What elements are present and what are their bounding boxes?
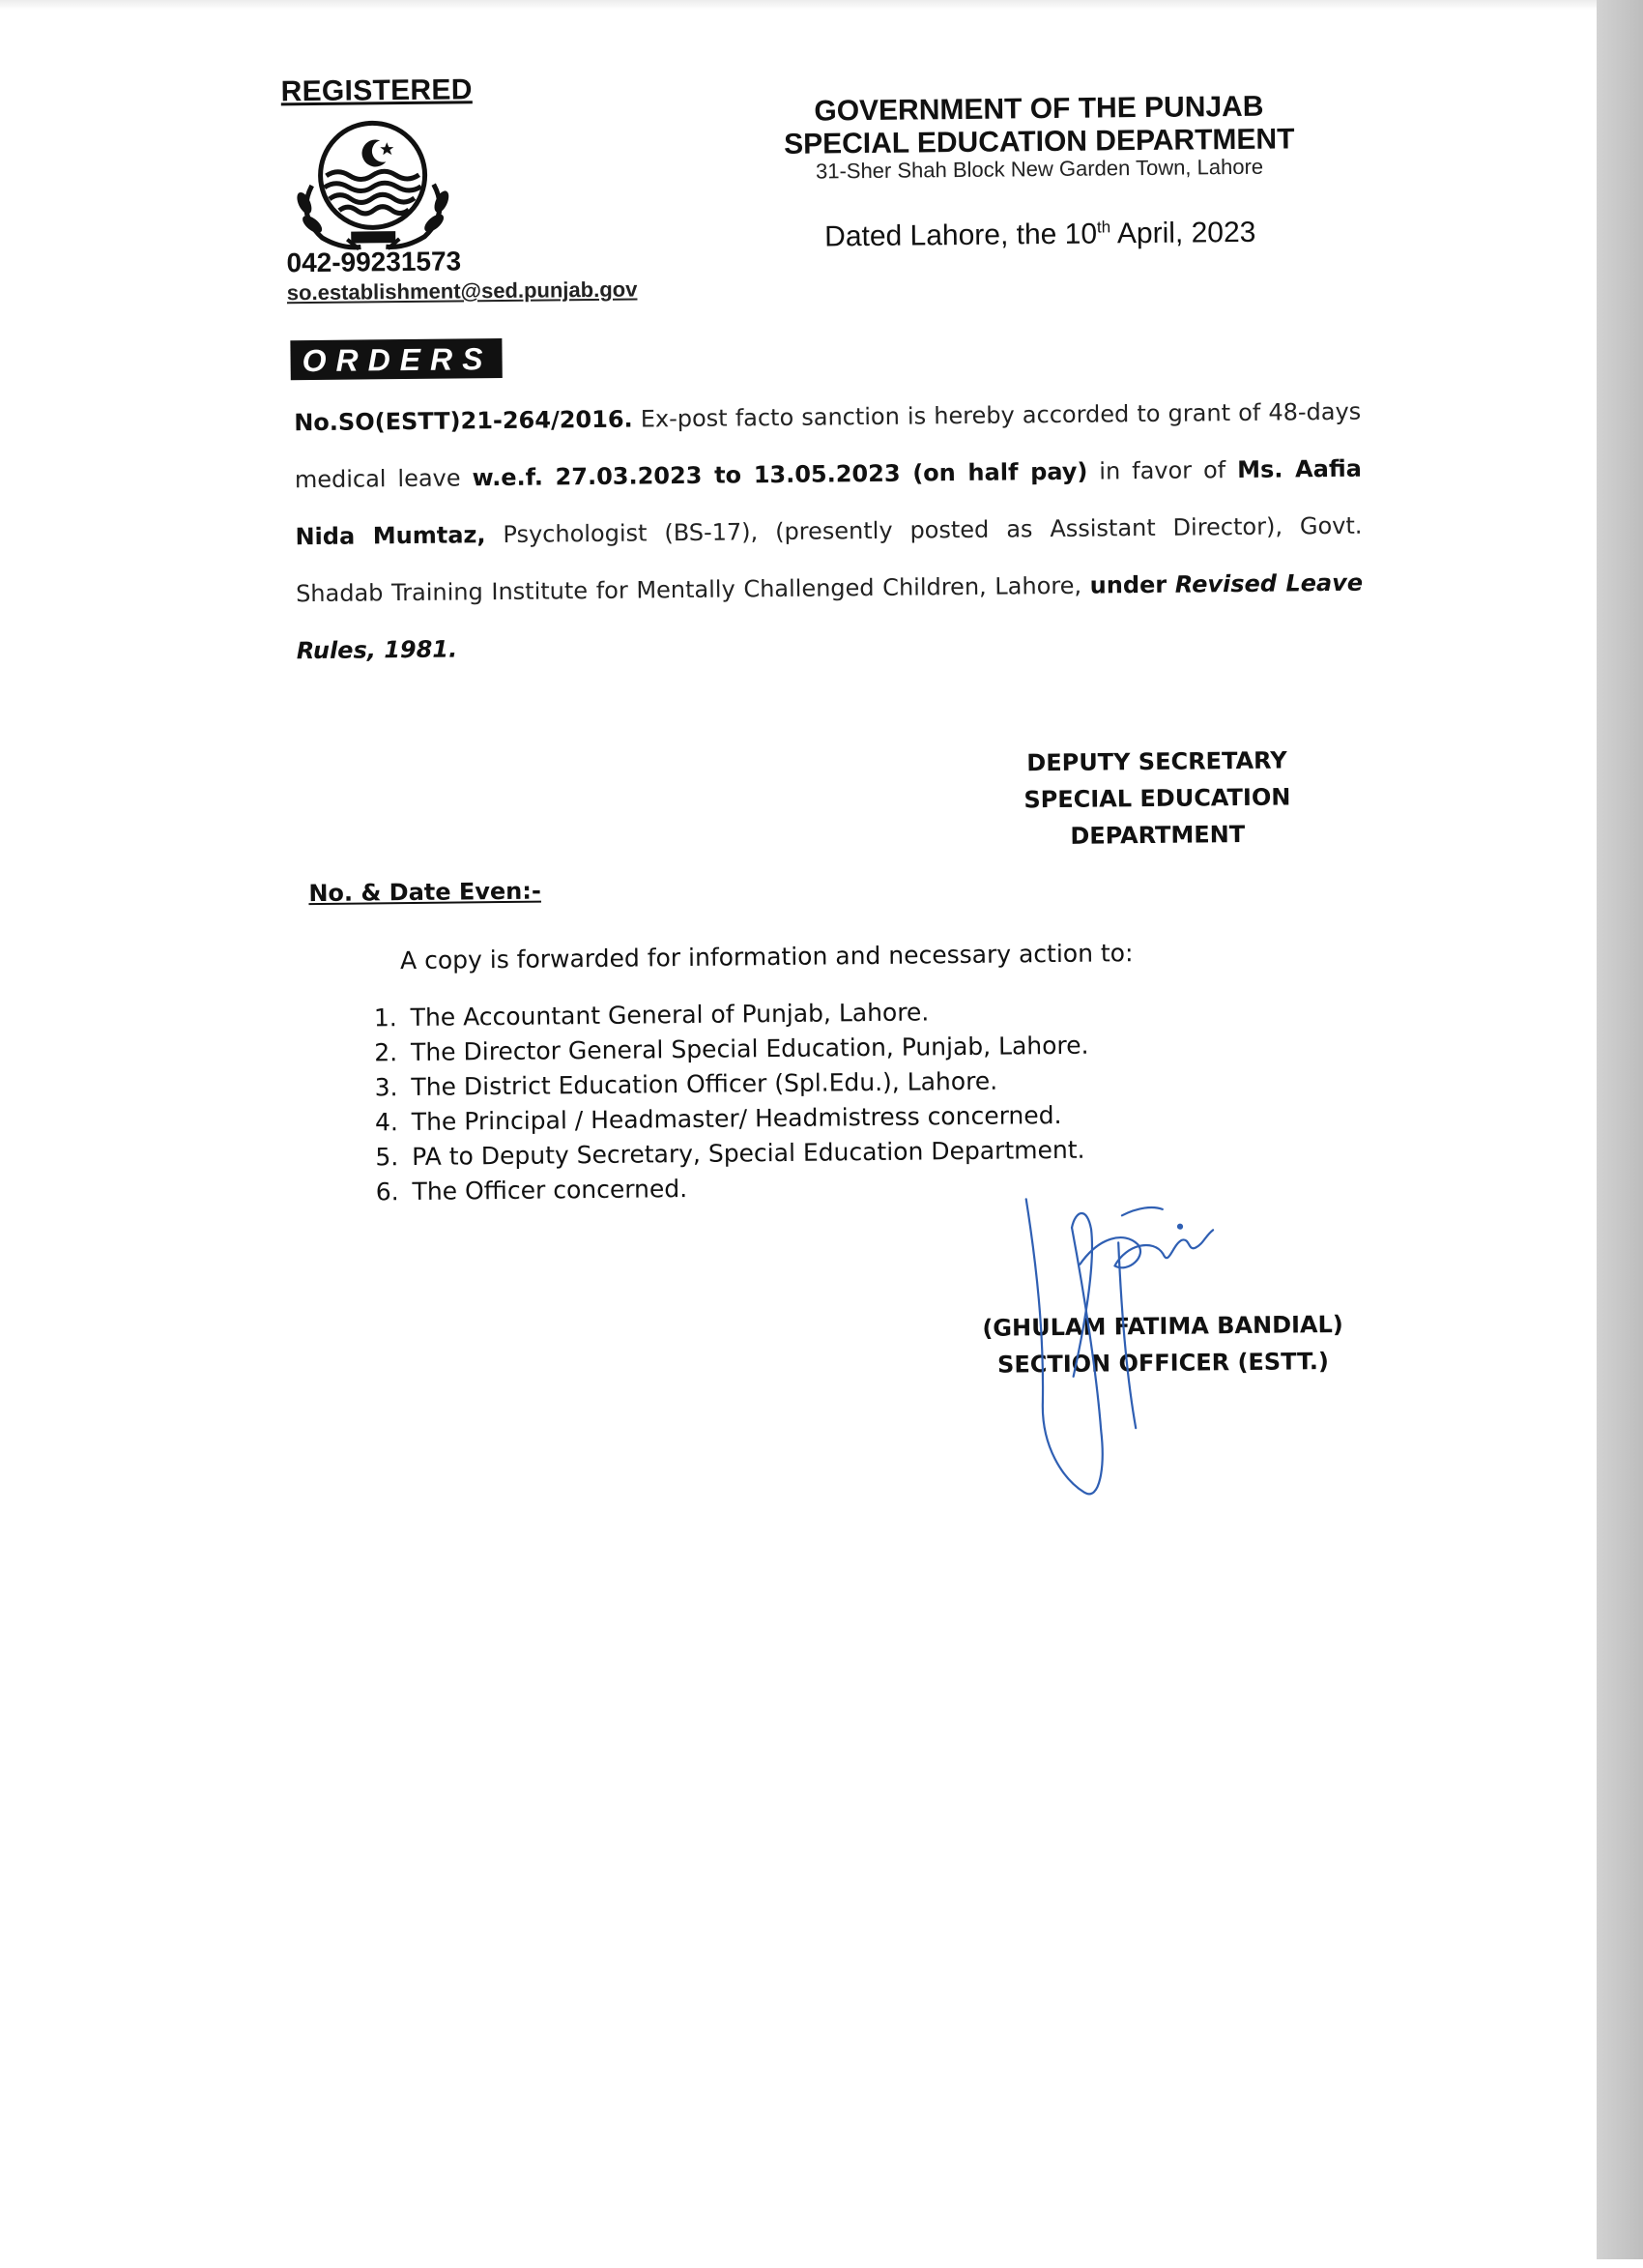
copy-forwarded-intro: A copy is forwarded for information and necessary action to: [399, 939, 1134, 975]
department-address: 31-Sher Shah Block New Garden Town, Lahore [815, 154, 1264, 184]
handwritten-signature-icon [982, 1147, 1237, 1517]
list-item: 5. PA to Deputy Secretary, Special Education Department. [406, 1133, 1090, 1175]
no-date-even-label: No. & Date Even:- [308, 877, 542, 908]
order-reference-number: No.SO(ESTT)21-264/2016. [294, 405, 633, 437]
body-text-1: Ex-post facto sanction is hereby accorded to grant of 48-days medical leave [294, 397, 1362, 494]
government-title [759, 90, 1320, 161]
body-text-3: Psychologist (BS-17), (presently posted as Assistant Director), Govt. Shadab Training Institute for Mentally Challenged Children, Lahore, [295, 511, 1363, 608]
email-address: so.establishment@sed.punjab.gov [286, 276, 638, 305]
designation-line-3: DEPARTMENT [1070, 820, 1246, 850]
list-item: 3. The District Education Officer (Spl.Edu.), Lahore. [405, 1063, 1089, 1105]
designation-line-1: DEPUTY SECRETARY [1026, 746, 1287, 777]
signatory-title: SECTION OFFICER (ESTT.) [996, 1348, 1330, 1379]
list-item: 2. The Director General Special Education, Punjab, Lahore. [405, 1029, 1089, 1070]
officer-name: Ms. Aafia Nida Mumtaz, [295, 454, 1362, 551]
punjab-emblem-icon [290, 118, 455, 253]
government-line-2: SPECIAL EDUCATION DEPARTMENT [783, 123, 1295, 160]
body-text-2: in favor of [1087, 456, 1238, 485]
signatory-name: (GHULAM FATIMA BANDIAL) [982, 1310, 1343, 1342]
dated-prefix: Dated Lahore, the 10 [824, 218, 1098, 253]
deputy-secretary-designation [997, 741, 1317, 855]
list-item: 1. The Accountant General of Punjab, Lahore. [405, 994, 1089, 1035]
under-word: under [1089, 570, 1167, 599]
leave-rules: Revised Leave Rules, 1981. [296, 568, 1364, 665]
government-line-1: GOVERNMENT OF THE PUNJAB [814, 90, 1264, 128]
orders-heading: ORDERS [290, 338, 502, 380]
dated-suffix-sup: th [1096, 218, 1111, 237]
recipient-list [355, 994, 1091, 1210]
phone-number: 042-99231573 [286, 246, 462, 278]
list-item: 6. The Officer concerned. [406, 1168, 1090, 1209]
list-item: 4. The Principal / Headmaster/ Headmistress concerned. [406, 1098, 1090, 1140]
designation-line-2: SPECIAL EDUCATION [1023, 783, 1291, 814]
dated-suffix: April, 2023 [1110, 216, 1256, 250]
registered-label: REGISTERED [280, 73, 473, 108]
leave-period: w.e.f. 27.03.2023 to 13.05.2023 (on half pay) [472, 457, 1088, 492]
order-body-paragraph [294, 384, 1364, 681]
dated-line [769, 216, 1311, 254]
